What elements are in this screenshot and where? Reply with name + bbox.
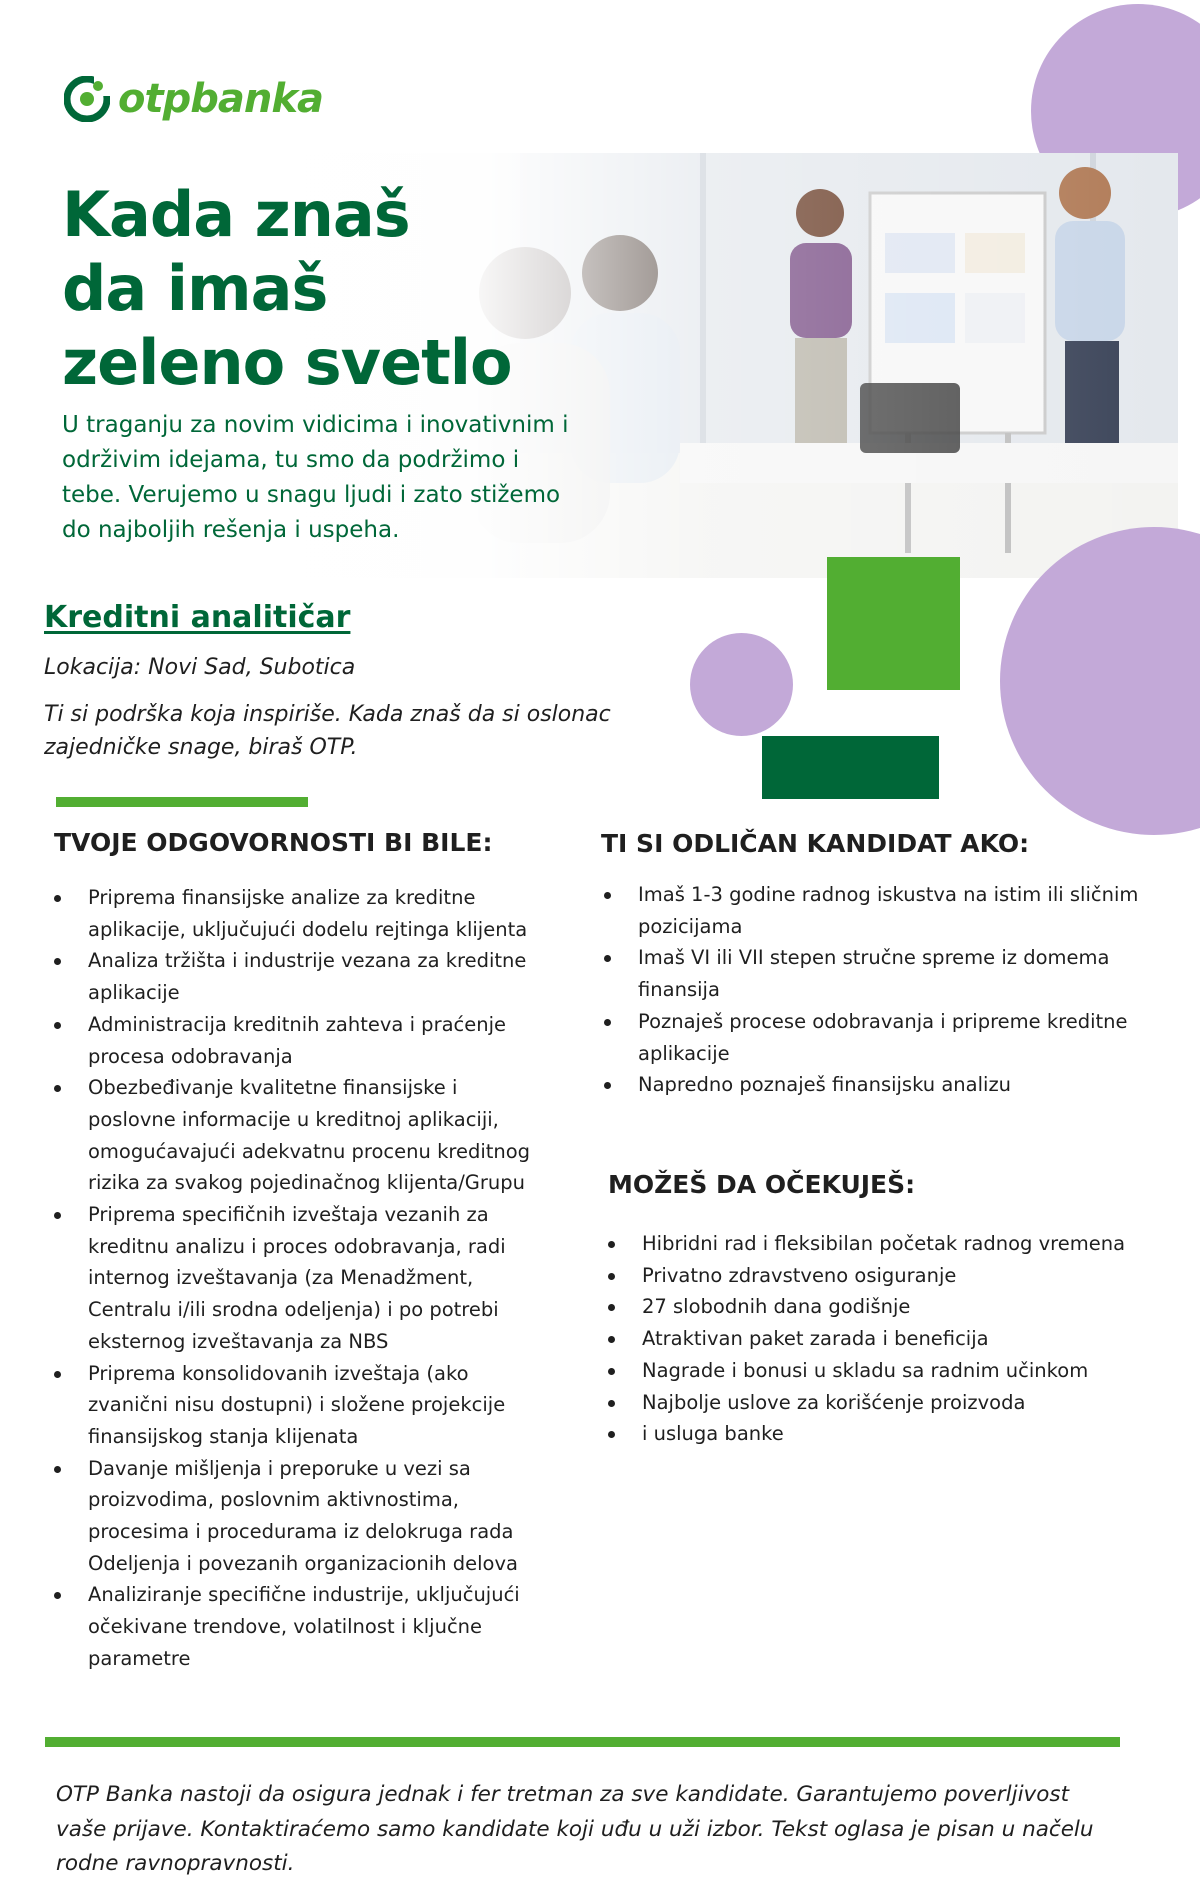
otp-logo-icon	[64, 76, 110, 122]
benefits-list	[608, 1228, 1148, 1450]
candidate-heading: TI SI ODLIČAN KANDIDAT AKO:	[601, 829, 1030, 858]
list-item: Najbolje uslove za korišćenje proizvoda	[608, 1387, 1148, 1419]
list-item: Obezbeđivanje kvalitetne finansijske i poslovne informacije u kreditnoj aplikaciji, omogućavajući adekvatnu procenu kreditnog rizika za svakog pojedinačnog klijenta/Grupu	[54, 1072, 534, 1199]
responsibilities-list	[54, 882, 534, 1675]
job-location: Lokacija: Novi Sad, Subotica	[44, 655, 356, 680]
hero-title-line: da imaš	[62, 252, 328, 325]
list-item: Imaš 1-3 godine radnog iskustva na istim ili sličnim pozicijama	[604, 879, 1144, 942]
otp-logo	[64, 76, 323, 122]
list-item: Analiza tržišta i industrije vezana za kreditne aplikacije	[54, 945, 534, 1008]
list-item: Priprema finansijske analize za kreditne aplikacije, uključujući dodelu rejtinga klijenta	[54, 882, 534, 945]
decorative-circle-small	[690, 633, 793, 736]
list-item: Poznaješ procese odobravanja i pripreme kreditne aplikacije	[604, 1006, 1144, 1069]
list-item: Administracija kreditnih zahteva i praćenje procesa odobravanja	[54, 1009, 534, 1072]
benefits-heading: MOŽEŠ DA OČEKUJEŠ:	[608, 1170, 916, 1199]
list-item: Priprema specifičnih izveštaja vezanih za kreditnu analizu i proces odobravanja, radi internog izveštavanja (za Menadžment, Centralu i/ili srodna odeljenja) i po potrebi eksternog izveštavanja za NBS	[54, 1199, 534, 1358]
section-divider-short	[56, 797, 308, 807]
responsibilities-heading: TVOJE ODGOVORNOSTI BI BILE:	[54, 828, 493, 857]
list-item: Priprema konsolidovanih izveštaja (ako zvanični nisu dostupni) i složene projekcije finansijskog stanja klijenata	[54, 1358, 534, 1453]
hero-title	[62, 178, 512, 400]
decorative-green-square	[827, 557, 960, 690]
hero-subtitle: U traganju za novim vidicima i inovativnim i održivim idejama, tu smo da podržimo i tebe. Verujemo u snagu ljudi i zato stižemo do najboljih rešenja i uspeha.	[62, 412, 569, 543]
list-item: i usluga banke	[608, 1418, 1148, 1450]
list-item: Nagrade i bonusi u skladu sa radnim učinkom	[608, 1355, 1148, 1387]
section-divider-long	[45, 1737, 1120, 1747]
logo-text: otpbanka	[118, 76, 323, 122]
list-item: Atraktivan paket zarada i beneficija	[608, 1323, 1148, 1355]
decorative-dark-green-rect	[762, 736, 939, 799]
list-item: Hibridni rad i fleksibilan početak radnog vremena	[608, 1228, 1148, 1260]
list-item: 27 slobodnih dana godišnje	[608, 1291, 1148, 1323]
list-item: Imaš VI ili VII stepen stručne spreme iz domema finansija	[604, 942, 1144, 1005]
job-tagline: Ti si podrška koja inspiriše. Kada znaš da si oslonac zajedničke snage, biraš OTP.	[44, 702, 611, 760]
list-item: Analiziranje specifične industrije, uključujući očekivane trendove, volatilnost i ključne parametre	[54, 1579, 534, 1674]
hero-title-line: zeleno svetlo	[62, 326, 512, 399]
footer-disclaimer: OTP Banka nastoji da osigura jednak i fer tretman za sve kandidate. Garantujemo poverljivost vaše prijave. Kontaktiraćemo samo kandidate koji uđu u uži izbor. Tekst oglasa je pisan u načelu rodne ravnopravnosti.	[56, 1782, 1094, 1876]
list-item: Privatno zdravstveno osiguranje	[608, 1260, 1148, 1292]
job-title: Kreditni analitičar	[44, 600, 351, 635]
candidate-list	[604, 879, 1144, 1101]
list-item: Napredno poznaješ finansijsku analizu	[604, 1069, 1144, 1101]
list-item: Davanje mišljenja i preporuke u vezi sa proizvodima, poslovnim aktivnostima, procesima i procedurama iz delokruga rada Odeljenja i povezanih organizacionih delova	[54, 1453, 534, 1580]
hero-title-line: Kada znaš	[62, 178, 410, 251]
